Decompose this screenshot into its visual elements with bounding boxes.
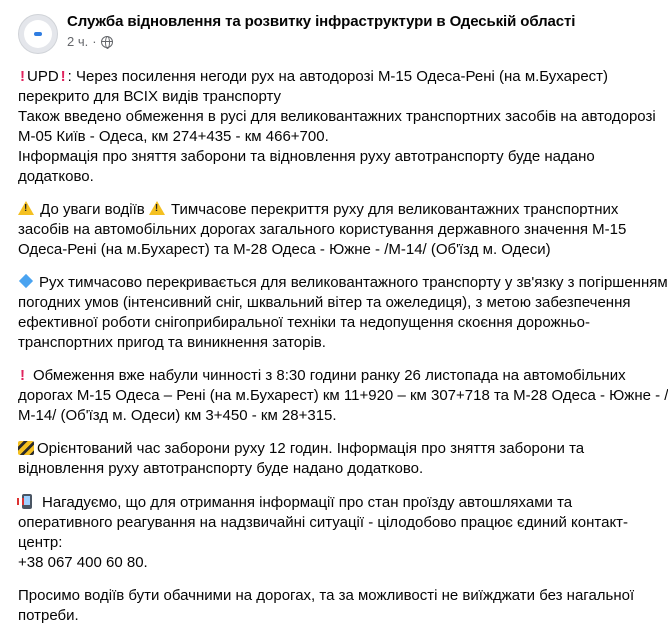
paragraph-upd bbox=[18, 67, 658, 187]
phone-number[interactable]: +38 067 400 60 80. bbox=[18, 554, 148, 571]
p3-line2: погодних умов (інтенсивний сніг, шквальний вітер та ожеледиця), з метою забезпечення bbox=[18, 294, 631, 311]
p2-line1b: Тимчасове перекриття руху для великовантажних транспортних bbox=[171, 201, 619, 218]
exclamation-icon: ! bbox=[20, 68, 25, 85]
p6-line2: оперативного реагування на надзвичайні ситуації - цілодобово працює єдиний контакт- bbox=[18, 514, 629, 531]
paragraph-contact bbox=[18, 492, 658, 573]
p1-line1: : Через посилення негоди рух на автодорозі М-15 Одеса-Рені (на м.Бухарест) bbox=[67, 68, 609, 85]
paragraph-request bbox=[18, 586, 658, 626]
p2-line3: Одеса-Рені (на м.Бухарест) та М-28 Одеса - Южне - /М-14/ (Об'їзд м. Одеси) bbox=[18, 241, 551, 258]
page-avatar[interactable] bbox=[18, 14, 58, 54]
p2-line1a: До уваги водіїв bbox=[40, 201, 145, 218]
paragraph-attention bbox=[18, 200, 658, 260]
p2-line2: засобів на автомобільних дорогах загального користування державного значення М-15 bbox=[18, 221, 627, 238]
warning-icon bbox=[18, 201, 34, 215]
p3-line1: Рух тимчасово перекривається для великовантажного транспорту у зв'язку з погіршенням bbox=[39, 274, 668, 291]
p1-line5: Інформація про зняття заборони та відновлення руху автотранспорту буде надано bbox=[18, 148, 595, 165]
globe-icon[interactable] bbox=[101, 36, 113, 48]
separator: · bbox=[92, 34, 97, 49]
p7-line1: Просимо водіїв бути обачними на дорогах, та за можливості не виїжджати без нагальної bbox=[18, 587, 635, 604]
p1-line6: додатково. bbox=[18, 168, 94, 185]
blue-diamond-icon bbox=[19, 274, 33, 288]
p4-line2: дорогах М-15 Одеса – Рені (на м.Бухарест) км 11+920 – км 307+718 та М-28 Одеса - Южне - / bbox=[18, 387, 668, 404]
p1-line3: Також введено обмеження в русі для великовантажних транспортних засобів на автодорозі bbox=[18, 108, 656, 125]
paragraph-reason bbox=[18, 273, 668, 353]
post-timestamp[interactable]: 2 ч. bbox=[67, 34, 89, 49]
mobile-phone-icon bbox=[22, 494, 32, 509]
exclamation-icon: ! bbox=[60, 68, 66, 85]
page-logo bbox=[24, 20, 52, 48]
p6-line3: центр: bbox=[18, 534, 63, 551]
exclamation-icon: ! bbox=[20, 367, 25, 384]
p6-line1: Нагадуємо, що для отримання інформації про стан проїзду автошляхами та bbox=[42, 494, 573, 511]
page-name-link[interactable]: Служба відновлення та розвитку інфраструктури в Одеській області bbox=[67, 13, 576, 30]
post-body bbox=[18, 67, 668, 626]
p1-line2: перекрито для ВСІХ видів транспорту bbox=[18, 88, 282, 105]
p7-line2: потреби. bbox=[18, 607, 79, 624]
p4-line1: Обмеження вже набули чинності з 8:30 години ранку 26 листопада на автомобільних bbox=[33, 367, 626, 384]
p5-line1: Орієнтований час заборони руху 12 годин. Інформація про зняття заборони та bbox=[37, 440, 585, 457]
p1-line4: М-05 Київ - Одеса, км 274+435 - км 466+700. bbox=[18, 128, 329, 145]
p5-line2: відновлення руху автотранспорту буде надано додатково. bbox=[18, 460, 424, 477]
post-meta bbox=[67, 12, 575, 51]
construction-barrier-icon bbox=[18, 441, 34, 455]
post-subline bbox=[67, 33, 575, 51]
upd-tag: UPD bbox=[27, 68, 59, 85]
paragraph-duration bbox=[18, 439, 658, 479]
warning-icon bbox=[149, 201, 165, 215]
logo-mark-icon bbox=[34, 32, 42, 36]
p3-line3: ефективної роботи снігоприбиральної техніки та недопущення скоєння дорожньо- bbox=[18, 314, 590, 331]
p4-line3: М-14/ (Об'їзд м. Одеси) км 3+450 - км 28+315. bbox=[18, 407, 337, 424]
paragraph-restrictions bbox=[18, 366, 668, 426]
post-header bbox=[18, 12, 666, 54]
p3-line4: транспортних пригод та виникнення заторів. bbox=[18, 334, 326, 351]
